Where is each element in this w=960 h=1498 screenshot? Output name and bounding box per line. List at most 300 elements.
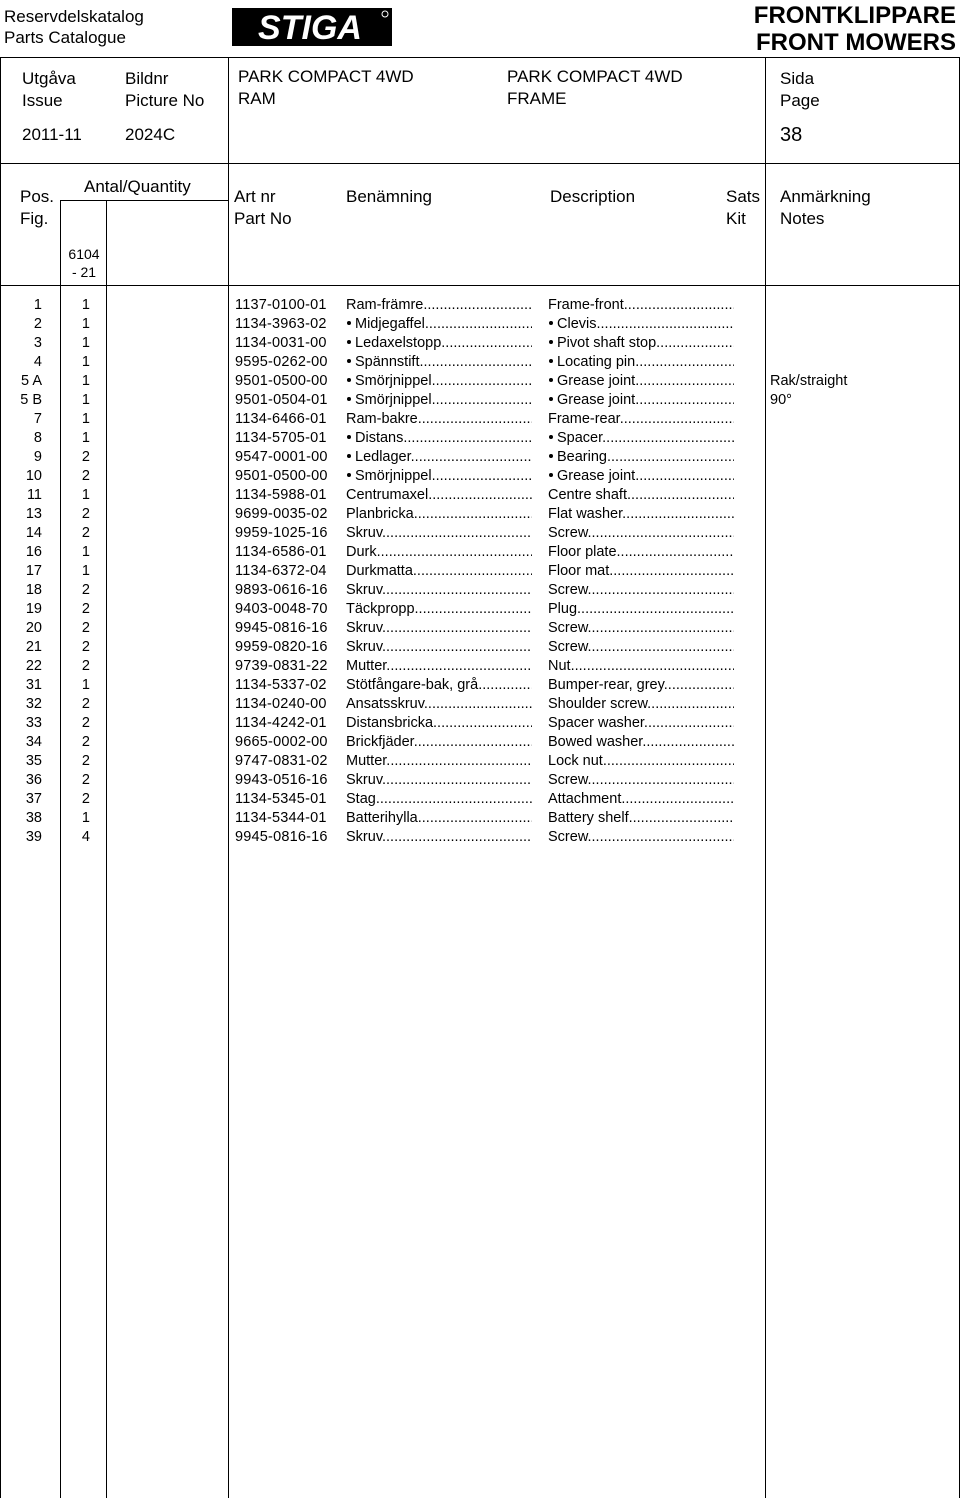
catalogue-title-sv: Reservdelskatalog xyxy=(4,7,144,26)
benamning-cell xyxy=(346,448,532,467)
description-cell xyxy=(548,296,734,315)
qty-cell-text: 2 xyxy=(81,582,90,598)
benamning-cell xyxy=(346,391,532,410)
model-sv xyxy=(238,66,414,110)
qty-cell xyxy=(70,714,90,733)
description-cell xyxy=(548,467,734,486)
description-cell xyxy=(548,562,734,581)
table-row xyxy=(0,600,960,619)
description-cell-text: Screw xyxy=(548,582,588,598)
description-cell xyxy=(548,752,734,771)
qty-cell-text: 2 xyxy=(81,449,90,465)
part-number-cell-text: 9501-0500-00 xyxy=(235,468,328,484)
pos-cell-text: 21 xyxy=(25,639,42,655)
part-number-cell-text: 9747-0831-02 xyxy=(235,753,328,769)
pos-cell xyxy=(14,296,42,315)
model-section-en: FRAME xyxy=(507,89,567,108)
issue-value: 2011-11 xyxy=(22,125,82,144)
table-row xyxy=(0,505,960,524)
description-cell-text: Bowed washer xyxy=(548,734,643,750)
page-block xyxy=(780,68,820,112)
col-benamning-header: Benämning xyxy=(346,187,433,206)
table-row xyxy=(0,790,960,809)
benamning-cell-text: Durkmatta xyxy=(346,563,413,579)
benamning-cell-text: Ansatsskruv xyxy=(346,696,424,712)
bullet-icon xyxy=(549,435,553,439)
bullet-icon xyxy=(347,359,351,363)
table-row xyxy=(0,448,960,467)
qty-cell-text: 1 xyxy=(81,297,90,313)
part-number-cell-text: 9943-0516-16 xyxy=(235,772,328,788)
issue-block xyxy=(22,68,76,112)
benamning-cell xyxy=(346,505,532,524)
model-en xyxy=(507,66,683,110)
qty-cell xyxy=(70,676,90,695)
bullet-icon xyxy=(549,378,553,382)
pos-cell xyxy=(14,619,42,638)
pos-cell-text: 36 xyxy=(25,772,42,788)
part-number-cell xyxy=(235,676,327,695)
model-section-sv: RAM xyxy=(238,89,276,108)
notes-cell xyxy=(770,372,847,391)
part-number-cell xyxy=(235,315,327,334)
pos-cell-text: 8 xyxy=(33,430,42,446)
benamning-cell-text: Smörjnippel xyxy=(355,468,432,484)
pos-cell-text: 16 xyxy=(25,544,42,560)
benamning-cell-text: Midjegaffel xyxy=(355,316,425,332)
benamning-cell-text: Brickfjäder xyxy=(346,734,414,750)
description-cell-text: Screw xyxy=(548,772,588,788)
part-number-cell-text: 9893-0616-16 xyxy=(235,582,328,598)
description-cell-text: Shoulder screw xyxy=(548,696,648,712)
qty-cell xyxy=(70,391,90,410)
benamning-cell-text: Skruv xyxy=(346,582,382,598)
part-number-cell-text: 9699-0035-02 xyxy=(235,506,328,522)
table-row xyxy=(0,771,960,790)
qty-cell xyxy=(70,581,90,600)
col-pos-sv: Pos. xyxy=(20,187,55,206)
description-cell xyxy=(548,486,734,505)
part-number-cell-text: 9739-0831-22 xyxy=(235,658,328,674)
part-number-cell-text: 1134-0031-00 xyxy=(235,335,327,351)
table-row xyxy=(0,695,960,714)
issue-label-sv: Utgåva xyxy=(22,69,76,88)
benamning-cell-text: Ram-bakre xyxy=(346,411,418,427)
col-pos-header xyxy=(20,186,54,230)
qty-cell xyxy=(70,524,90,543)
description-cell xyxy=(548,714,734,733)
qty-cell xyxy=(70,467,90,486)
table-row xyxy=(0,752,960,771)
pos-cell-text: 7 xyxy=(33,411,42,427)
benamning-cell-text: Ledaxelstopp xyxy=(355,335,442,351)
benamning-cell xyxy=(346,353,532,372)
table-row xyxy=(0,467,960,486)
qty-cell-text: 1 xyxy=(81,335,90,351)
qty-cell-text: 2 xyxy=(81,772,90,788)
benamning-cell-text: Täckpropp xyxy=(346,601,415,617)
table-row xyxy=(0,619,960,638)
col-notes-sv: Anmärkning xyxy=(780,187,871,206)
pos-cell xyxy=(14,638,42,657)
description-cell xyxy=(548,771,734,790)
qty-cell xyxy=(70,809,90,828)
divider xyxy=(0,57,960,58)
pos-cell xyxy=(14,448,42,467)
benamning-cell xyxy=(346,467,532,486)
description-cell-text: Battery shelf xyxy=(548,810,629,826)
qty-cell xyxy=(70,429,90,448)
benamning-cell xyxy=(346,695,532,714)
part-number-cell-text: 1134-6466-01 xyxy=(235,411,327,427)
pos-cell xyxy=(14,524,42,543)
description-cell xyxy=(548,505,734,524)
pos-cell-text: 37 xyxy=(25,791,42,807)
benamning-cell-text: Smörjnippel xyxy=(355,373,432,389)
benamning-cell xyxy=(346,486,532,505)
part-number-cell-text: 9501-0504-01 xyxy=(235,392,328,408)
pos-cell xyxy=(14,733,42,752)
benamning-cell xyxy=(346,524,532,543)
qty-cell-text: 2 xyxy=(81,715,90,731)
description-cell-text: Centre shaft xyxy=(548,487,627,503)
qty-cell xyxy=(70,448,90,467)
qty-cell-text: 1 xyxy=(81,373,90,389)
bullet-icon xyxy=(347,473,351,477)
qty-cell xyxy=(70,543,90,562)
catalogue-title xyxy=(4,6,144,48)
part-number-cell xyxy=(235,581,328,600)
pos-cell xyxy=(14,714,42,733)
pos-cell-text: 31 xyxy=(25,677,42,693)
picture-label-en: Picture No xyxy=(125,91,205,110)
benamning-cell xyxy=(346,296,532,315)
table-row xyxy=(0,676,960,695)
benamning-cell xyxy=(346,334,532,353)
pos-cell-text: 4 xyxy=(33,354,42,370)
col-description-header: Description xyxy=(550,187,636,206)
pos-cell xyxy=(14,828,42,847)
qty-cell-text: 1 xyxy=(81,392,90,408)
benamning-cell xyxy=(346,676,532,695)
qty-cell xyxy=(70,562,90,581)
qty-cell-text: 2 xyxy=(81,620,90,636)
benamning-cell xyxy=(346,410,532,429)
qty-cell xyxy=(70,619,90,638)
qty-cell xyxy=(70,334,90,353)
part-number-cell-text: 9403-0048-70 xyxy=(235,601,328,617)
qty-cell xyxy=(70,790,90,809)
pos-cell xyxy=(14,752,42,771)
qty-cell-text: 1 xyxy=(81,430,90,446)
qty-cell xyxy=(70,315,90,334)
qty-cell-text: 1 xyxy=(81,411,90,427)
pos-cell-text: 17 xyxy=(25,563,42,579)
table-row xyxy=(0,486,960,505)
part-number-cell-text: 9945-0816-16 xyxy=(235,829,328,845)
description-cell-text: Screw xyxy=(548,525,588,541)
benamning-cell xyxy=(346,429,532,448)
pos-cell xyxy=(14,581,42,600)
description-cell xyxy=(548,733,734,752)
benamning-cell-text: Mutter xyxy=(346,753,387,769)
part-number-cell xyxy=(235,524,328,543)
benamning-cell-text: Stötfångare-bak, grå xyxy=(346,677,479,693)
part-number-cell-text: 1134-0240-00 xyxy=(235,696,327,712)
pos-cell-text: 1 xyxy=(33,297,42,313)
benamning-cell xyxy=(346,752,532,771)
col-art-sv: Art nr xyxy=(234,187,276,206)
page-label-en: Page xyxy=(780,91,820,110)
pos-cell-text: 5 A xyxy=(21,373,42,389)
table-row xyxy=(0,543,960,562)
qty-cell xyxy=(70,638,90,657)
benamning-cell-text: Durk xyxy=(346,544,377,560)
part-number-cell-text: 1134-6372-04 xyxy=(235,563,327,579)
description-cell xyxy=(548,809,734,828)
qty-cell xyxy=(70,657,90,676)
part-number-cell xyxy=(235,752,328,771)
notes-cell-text: Rak/straight xyxy=(770,373,848,389)
description-cell xyxy=(548,334,734,353)
description-cell-text: Flat washer xyxy=(548,506,623,522)
bullet-icon xyxy=(549,397,553,401)
part-number-cell xyxy=(235,296,327,315)
description-cell xyxy=(548,448,734,467)
qty-cell-text: 2 xyxy=(81,791,90,807)
description-cell-text: Frame-front xyxy=(548,297,624,313)
part-number-cell-text: 1134-4242-01 xyxy=(235,715,327,731)
qty-cell-text: 1 xyxy=(81,544,90,560)
picture-label-sv: Bildnr xyxy=(125,69,169,88)
product-category-sv: FRONTKLIPPARE xyxy=(753,2,956,29)
part-number-cell xyxy=(235,657,328,676)
table-row xyxy=(0,315,960,334)
part-number-cell xyxy=(235,790,327,809)
description-cell xyxy=(548,372,734,391)
pos-cell xyxy=(14,790,42,809)
description-cell-text: Spacer washer xyxy=(548,715,644,731)
qty-model-number: 6104 xyxy=(68,246,100,262)
qty-cell-text: 2 xyxy=(81,639,90,655)
description-cell xyxy=(548,657,734,676)
table-row xyxy=(0,334,960,353)
col-art-en: Part No xyxy=(234,209,292,228)
bullet-icon xyxy=(549,359,553,363)
description-cell-text: Lock nut xyxy=(548,753,603,769)
description-cell xyxy=(548,429,734,448)
pos-cell-text: 2 xyxy=(33,316,42,332)
picture-block xyxy=(125,68,204,112)
col-qty-model xyxy=(64,245,104,281)
pos-cell xyxy=(14,809,42,828)
product-category-en: FRONT MOWERS xyxy=(756,29,956,56)
benamning-cell xyxy=(346,619,532,638)
part-number-cell xyxy=(235,486,327,505)
pos-cell-text: 13 xyxy=(25,506,42,522)
part-number-cell-text: 1137-0100-01 xyxy=(235,297,327,313)
part-number-cell xyxy=(235,353,328,372)
part-number-cell xyxy=(235,600,328,619)
benamning-cell-text: Stag xyxy=(346,791,376,807)
table-row xyxy=(0,372,960,391)
table-row xyxy=(0,296,960,315)
part-number-cell-text: 1134-6586-01 xyxy=(235,544,327,560)
qty-cell-text: 1 xyxy=(81,810,90,826)
description-cell-text: Attachment xyxy=(548,791,622,807)
pos-cell-text: 19 xyxy=(25,601,42,617)
pos-cell xyxy=(14,771,42,790)
description-cell xyxy=(548,353,734,372)
part-number-cell xyxy=(235,334,327,353)
table-row xyxy=(0,429,960,448)
benamning-cell xyxy=(346,657,532,676)
description-cell xyxy=(548,315,734,334)
qty-cell xyxy=(70,296,90,315)
description-cell xyxy=(548,391,734,410)
qty-cell xyxy=(70,600,90,619)
pos-cell-text: 22 xyxy=(25,658,42,674)
pos-cell-text: 20 xyxy=(25,620,42,636)
description-cell-text: Nut xyxy=(548,658,571,674)
description-cell-text: Screw xyxy=(548,620,588,636)
pos-cell xyxy=(14,676,42,695)
description-cell-text: Locating pin xyxy=(557,354,636,370)
pos-cell xyxy=(14,657,42,676)
pos-cell-text: 3 xyxy=(33,335,42,351)
col-pos-en: Fig. xyxy=(20,209,49,228)
part-number-cell-text: 1134-5344-01 xyxy=(235,810,327,826)
page-label-sv: Sida xyxy=(780,69,815,88)
description-cell xyxy=(548,410,734,429)
part-number-cell-text: 9959-0820-16 xyxy=(235,639,328,655)
qty-cell xyxy=(70,410,90,429)
qty-cell-text: 2 xyxy=(81,506,90,522)
pos-cell xyxy=(14,467,42,486)
model-name-en: PARK COMPACT 4WD xyxy=(507,67,683,86)
table-row xyxy=(0,562,960,581)
table-row xyxy=(0,809,960,828)
part-number-cell xyxy=(235,828,328,847)
pos-cell-text: 9 xyxy=(33,449,42,465)
benamning-cell-text: Skruv xyxy=(346,525,382,541)
table-row xyxy=(0,581,960,600)
qty-cell-text: 4 xyxy=(81,829,90,845)
qty-cell xyxy=(70,353,90,372)
description-cell-text: Floor mat xyxy=(548,563,610,579)
col-kit-en: Kit xyxy=(726,209,746,228)
pos-cell xyxy=(14,353,42,372)
part-number-cell xyxy=(235,543,327,562)
part-number-cell-text: 9959-1025-16 xyxy=(235,525,328,541)
description-cell-text: Grease joint xyxy=(557,373,636,389)
description-cell xyxy=(548,638,734,657)
benamning-cell xyxy=(346,543,532,562)
pos-cell xyxy=(14,505,42,524)
part-number-cell xyxy=(235,505,328,524)
benamning-cell xyxy=(346,714,532,733)
stiga-logo xyxy=(232,8,392,46)
col-art-header xyxy=(234,186,292,230)
qty-cell-text: 1 xyxy=(81,487,90,503)
description-cell-text: Screw xyxy=(548,829,588,845)
part-number-cell xyxy=(235,448,328,467)
qty-cell xyxy=(70,486,90,505)
part-number-cell xyxy=(235,429,327,448)
pos-cell xyxy=(14,600,42,619)
qty-cell-text: 2 xyxy=(81,525,90,541)
description-cell xyxy=(548,828,734,847)
table-row xyxy=(0,353,960,372)
part-number-cell xyxy=(235,467,328,486)
benamning-cell-text: Spännstift xyxy=(355,354,420,370)
pos-cell-text: 5 B xyxy=(20,392,42,408)
part-number-cell-text: 9945-0816-16 xyxy=(235,620,328,636)
benamning-cell-text: Ram-främre xyxy=(346,297,424,313)
bullet-icon xyxy=(347,435,351,439)
table-row xyxy=(0,410,960,429)
model-name-sv: PARK COMPACT 4WD xyxy=(238,67,414,86)
benamning-cell xyxy=(346,600,532,619)
qty-cell-text: 1 xyxy=(81,316,90,332)
logo-text: STIGA xyxy=(258,9,362,46)
benamning-cell-text: Smörjnippel xyxy=(355,392,432,408)
qty-model-suffix: - 21 xyxy=(71,264,97,280)
qty-cell xyxy=(70,505,90,524)
qty-cell-text: 2 xyxy=(81,696,90,712)
catalogue-title-en: Parts Catalogue xyxy=(4,28,126,47)
pos-cell-text: 11 xyxy=(26,487,42,503)
benamning-cell xyxy=(346,372,532,391)
description-cell-text: Grease joint xyxy=(557,392,636,408)
pos-cell xyxy=(14,372,42,391)
description-cell-text: Grease joint xyxy=(557,468,636,484)
pos-cell-text: 35 xyxy=(25,753,42,769)
table-row xyxy=(0,714,960,733)
benamning-cell-text: Distansbricka xyxy=(346,715,434,731)
pos-cell xyxy=(14,334,42,353)
description-cell-text: Spacer xyxy=(557,430,603,446)
benamning-cell-text: Planbricka xyxy=(346,506,414,522)
qty-cell-text: 2 xyxy=(81,601,90,617)
part-number-cell xyxy=(235,733,328,752)
qty-cell-text: 2 xyxy=(81,734,90,750)
pos-cell-text: 33 xyxy=(25,715,42,731)
table-row xyxy=(0,828,960,847)
bullet-icon xyxy=(549,340,553,344)
benamning-cell-text: Batterihylla xyxy=(346,810,418,826)
table-row xyxy=(0,391,960,410)
description-cell-text: Floor plate xyxy=(548,544,617,560)
benamning-cell xyxy=(346,790,532,809)
qty-cell-text: 2 xyxy=(81,753,90,769)
part-number-cell xyxy=(235,771,328,790)
qty-cell-text: 1 xyxy=(81,563,90,579)
bullet-icon xyxy=(549,454,553,458)
pos-cell xyxy=(14,315,42,334)
part-number-cell xyxy=(235,809,327,828)
benamning-cell-text: Skruv xyxy=(346,639,382,655)
benamning-cell xyxy=(346,562,532,581)
benamning-cell xyxy=(346,581,532,600)
pos-cell-text: 39 xyxy=(25,829,42,845)
page-number: 38 xyxy=(780,124,803,146)
part-number-cell xyxy=(235,410,327,429)
description-cell xyxy=(548,676,734,695)
part-number-cell-text: 1134-5345-01 xyxy=(235,791,327,807)
benamning-cell-text: Mutter xyxy=(346,658,387,674)
table-row xyxy=(0,524,960,543)
